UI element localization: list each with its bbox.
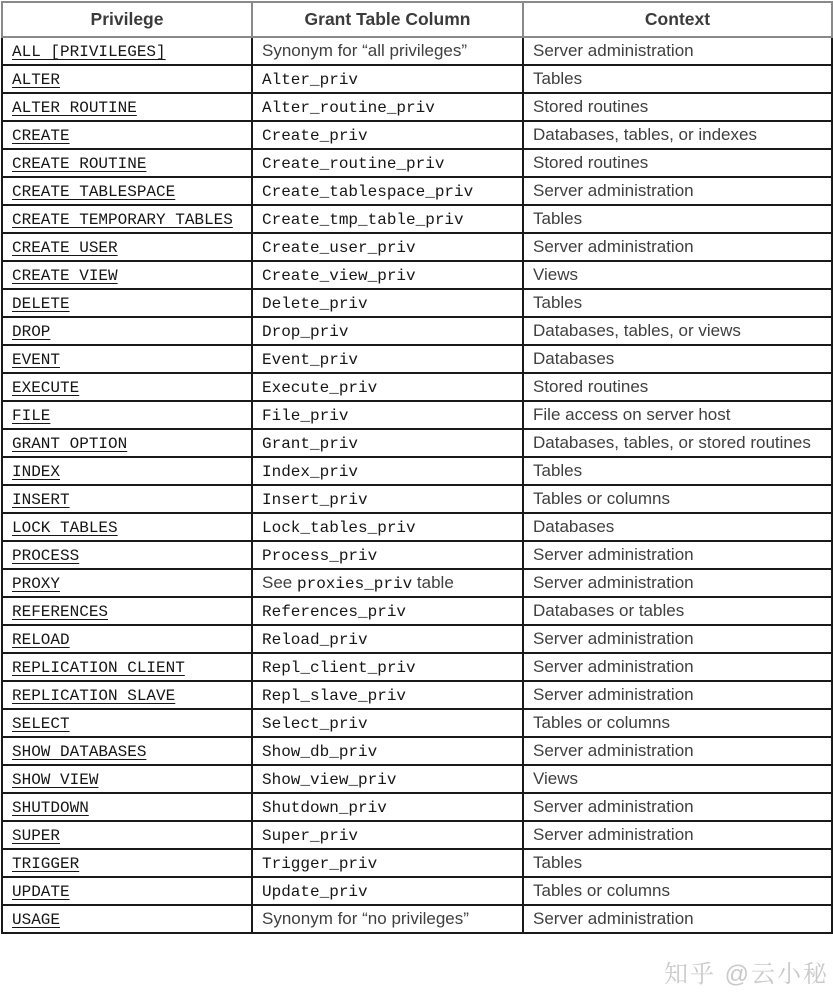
grant-column-code-text: Create_tablespace_priv [262, 183, 474, 201]
column-header-context: Context [523, 2, 832, 37]
context-cell: Databases or tables [523, 597, 832, 625]
grant-column-code-text: Delete_priv [262, 295, 368, 313]
table-row [2, 401, 832, 429]
table-row [2, 597, 832, 625]
grant-table-column-cell [252, 345, 523, 373]
context-cell: Views [523, 765, 832, 793]
grant-column-code-text: Insert_priv [262, 491, 368, 509]
grant-column-plain-text: Synonym for “no privileges” [262, 909, 469, 928]
context-cell: Stored routines [523, 149, 832, 177]
table-row [2, 681, 832, 709]
grant-column-code-text: Grant_priv [262, 435, 359, 453]
privilege-cell [2, 737, 252, 765]
grant-table-column-cell [252, 457, 523, 485]
grant-column-code-text: Process_priv [262, 547, 378, 565]
grant-table-column-cell [252, 373, 523, 401]
privilege-cell [2, 597, 252, 625]
table-row [2, 541, 832, 569]
grant-table-column-cell [252, 289, 523, 317]
privilege-link[interactable]: SHOW VIEW [12, 771, 99, 789]
grant-column-code-text: File_priv [262, 407, 349, 425]
grant-table-column-cell [252, 849, 523, 877]
table-row [2, 205, 832, 233]
table-row [2, 289, 832, 317]
privilege-cell [2, 289, 252, 317]
context-cell: File access on server host [523, 401, 832, 429]
privilege-link[interactable]: CREATE TEMPORARY TABLES [12, 211, 233, 229]
grant-table-column-cell [252, 485, 523, 513]
grant-column-code-text: Execute_priv [262, 379, 378, 397]
grant-table-column-cell [252, 541, 523, 569]
privilege-link[interactable]: CREATE TABLESPACE [12, 183, 176, 201]
table-row [2, 485, 832, 513]
privilege-link[interactable]: SHUTDOWN [12, 799, 89, 817]
grant-table-column-cell [252, 765, 523, 793]
privilege-cell [2, 569, 252, 597]
grant-table-column-cell [252, 261, 523, 289]
grant-table-column-cell [252, 317, 523, 345]
context-cell: Tables [523, 289, 832, 317]
privilege-cell [2, 37, 252, 65]
grant-column-code-text: proxies_priv [296, 575, 413, 593]
context-cell: Server administration [523, 541, 832, 569]
header-row [2, 2, 832, 37]
table-row [2, 849, 832, 877]
context-cell: Databases, tables, or stored routines [523, 429, 832, 457]
privilege-link[interactable]: CREATE VIEW [12, 267, 118, 285]
grant-column-code-text: Select_priv [262, 715, 368, 733]
privilege-link[interactable]: EVENT [12, 351, 61, 369]
grant-column-code-text: Event_priv [262, 351, 359, 369]
privilege-link[interactable]: ALTER ROUTINE [12, 99, 137, 117]
grant-table-column-cell [252, 513, 523, 541]
table-row [2, 821, 832, 849]
table-row [2, 37, 832, 65]
grant-table-column-cell [252, 653, 523, 681]
grant-column-plain-text: table [412, 573, 454, 592]
grant-table-column-cell [252, 821, 523, 849]
table-row [2, 905, 832, 933]
grant-column-code-text: Trigger_priv [262, 855, 378, 873]
grant-column-code-text: References_priv [262, 603, 407, 621]
grant-column-code-text: Index_priv [262, 463, 359, 481]
context-cell: Tables or columns [523, 709, 832, 737]
privilege-cell [2, 121, 252, 149]
table-row [2, 625, 832, 653]
column-header-grant-table-column: Grant Table Column [252, 2, 523, 37]
grant-column-code-text: Shutdown_priv [262, 799, 387, 817]
privilege-link[interactable]: TRIGGER [12, 855, 80, 873]
privilege-cell [2, 821, 252, 849]
context-cell: Server administration [523, 681, 832, 709]
table-row [2, 149, 832, 177]
table-body [2, 37, 832, 933]
privilege-link[interactable]: SUPER [12, 827, 61, 845]
grant-column-code-text: Repl_slave_priv [262, 687, 407, 705]
context-cell: Tables or columns [523, 485, 832, 513]
grant-column-code-text: Show_db_priv [262, 743, 378, 761]
privilege-link[interactable]: CREATE [12, 127, 70, 145]
privilege-link[interactable]: GRANT OPTION [12, 435, 128, 453]
grant-table-column-cell [252, 709, 523, 737]
grant-column-code-text: Alter_routine_priv [262, 99, 435, 117]
table-row [2, 513, 832, 541]
grant-column-code-text: Drop_priv [262, 323, 349, 341]
table-header [2, 2, 832, 37]
privilege-link[interactable]: DELETE [12, 295, 70, 313]
privilege-cell [2, 177, 252, 205]
table-row [2, 317, 832, 345]
table-row [2, 65, 832, 93]
grant-column-code-text: Super_priv [262, 827, 359, 845]
grant-table-column-cell [252, 569, 523, 597]
privilege-link[interactable]: ALL [PRIVILEGES] [12, 43, 166, 61]
privilege-cell [2, 233, 252, 261]
privilege-cell [2, 765, 252, 793]
table-row [2, 233, 832, 261]
grant-table-column-cell [252, 877, 523, 905]
context-cell: Tables [523, 205, 832, 233]
privilege-cell [2, 485, 252, 513]
table-row [2, 177, 832, 205]
privilege-cell [2, 65, 252, 93]
grant-column-code-text: Create_priv [262, 127, 368, 145]
privilege-link[interactable]: SHOW DATABASES [12, 743, 147, 761]
privilege-link[interactable]: REFERENCES [12, 603, 109, 621]
privilege-cell [2, 541, 252, 569]
grant-table-column-cell [252, 681, 523, 709]
privilege-cell [2, 681, 252, 709]
privilege-link[interactable]: CREATE ROUTINE [12, 155, 147, 173]
grant-table-column-cell [252, 65, 523, 93]
privilege-link[interactable]: ALTER [12, 71, 61, 89]
grant-column-plain-text: See [262, 573, 297, 592]
privilege-link[interactable]: RELOAD [12, 631, 70, 649]
context-cell: Server administration [523, 793, 832, 821]
privilege-cell [2, 625, 252, 653]
context-cell: Server administration [523, 37, 832, 65]
grant-column-code-text: Create_user_priv [262, 239, 416, 257]
context-cell: Server administration [523, 233, 832, 261]
grant-table-column-cell [252, 597, 523, 625]
grant-table-column-cell [252, 737, 523, 765]
privilege-link[interactable]: INSERT [12, 491, 70, 509]
grant-table-column-cell [252, 93, 523, 121]
context-cell: Server administration [523, 905, 832, 933]
privilege-cell [2, 905, 252, 933]
context-cell: Stored routines [523, 373, 832, 401]
privilege-cell [2, 709, 252, 737]
context-cell: Server administration [523, 737, 832, 765]
table-row [2, 653, 832, 681]
grant-column-code-text: Show_view_priv [262, 771, 397, 789]
privilege-link[interactable]: EXECUTE [12, 379, 80, 397]
privilege-cell [2, 261, 252, 289]
context-cell: Server administration [523, 821, 832, 849]
context-cell: Stored routines [523, 93, 832, 121]
grant-column-code-text: Lock_tables_priv [262, 519, 416, 537]
grant-table-column-cell [252, 177, 523, 205]
grant-table-column-cell [252, 233, 523, 261]
privilege-cell [2, 653, 252, 681]
grant-column-plain-text: Synonym for “all privileges” [262, 41, 468, 60]
table-row [2, 569, 832, 597]
grant-column-code-text: Update_priv [262, 883, 368, 901]
privilege-cell [2, 513, 252, 541]
grant-column-code-text: Reload_priv [262, 631, 368, 649]
privilege-link[interactable]: FILE [12, 407, 51, 425]
privilege-link[interactable]: USAGE [12, 911, 61, 929]
privilege-link[interactable]: PROCESS [12, 547, 80, 565]
table-row [2, 457, 832, 485]
privilege-cell [2, 429, 252, 457]
table-row [2, 877, 832, 905]
privilege-link[interactable]: CREATE USER [12, 239, 118, 257]
privilege-link[interactable]: PROXY [12, 575, 61, 593]
privilege-link[interactable]: REPLICATION SLAVE [12, 687, 176, 705]
table-row [2, 93, 832, 121]
table-row [2, 765, 832, 793]
privilege-cell [2, 345, 252, 373]
grant-column-code-text: Create_tmp_table_priv [262, 211, 464, 229]
privilege-link[interactable]: UPDATE [12, 883, 70, 901]
context-cell: Tables [523, 65, 832, 93]
grant-column-code-text: Repl_client_priv [262, 659, 416, 677]
privilege-cell [2, 401, 252, 429]
privilege-cell [2, 877, 252, 905]
context-cell: Databases [523, 345, 832, 373]
context-cell: Databases, tables, or views [523, 317, 832, 345]
privilege-link[interactable]: DROP [12, 323, 51, 341]
context-cell: Server administration [523, 569, 832, 597]
privilege-cell [2, 373, 252, 401]
table-row [2, 373, 832, 401]
context-cell: Databases, tables, or indexes [523, 121, 832, 149]
context-cell: Tables [523, 457, 832, 485]
grant-table-column-cell [252, 205, 523, 233]
grant-table-column-cell [252, 793, 523, 821]
context-cell: Views [523, 261, 832, 289]
privilege-cell [2, 93, 252, 121]
privilege-link[interactable]: INDEX [12, 463, 61, 481]
privilege-cell [2, 317, 252, 345]
grant-table-column-cell [252, 625, 523, 653]
context-cell: Databases [523, 513, 832, 541]
table-row [2, 429, 832, 457]
privileges-table [1, 1, 833, 934]
table-row [2, 709, 832, 737]
privilege-link[interactable]: REPLICATION CLIENT [12, 659, 185, 677]
context-cell: Server administration [523, 177, 832, 205]
grant-table-column-cell [252, 401, 523, 429]
privilege-cell [2, 205, 252, 233]
context-cell: Server administration [523, 653, 832, 681]
grant-column-code-text: Alter_priv [262, 71, 359, 89]
privilege-cell [2, 457, 252, 485]
watermark: 知乎 @云小秘 [663, 961, 829, 988]
privilege-cell [2, 849, 252, 877]
table-row [2, 121, 832, 149]
grant-table-column-cell [252, 905, 523, 933]
context-cell: Tables [523, 849, 832, 877]
grant-table-column-cell [252, 149, 523, 177]
grant-column-code-text: Create_view_priv [262, 267, 416, 285]
table-row [2, 793, 832, 821]
table-row [2, 261, 832, 289]
context-cell: Tables or columns [523, 877, 832, 905]
grant-column-code-text: Create_routine_priv [262, 155, 445, 173]
privilege-link[interactable]: SELECT [12, 715, 70, 733]
privilege-link[interactable]: LOCK TABLES [12, 519, 118, 537]
context-cell: Server administration [523, 625, 832, 653]
privilege-cell [2, 149, 252, 177]
column-header-privilege: Privilege [2, 2, 252, 37]
grant-table-column-cell [252, 429, 523, 457]
table-row [2, 345, 832, 373]
table-row [2, 737, 832, 765]
grant-table-column-cell [252, 37, 523, 65]
privilege-cell [2, 793, 252, 821]
grant-table-column-cell [252, 121, 523, 149]
